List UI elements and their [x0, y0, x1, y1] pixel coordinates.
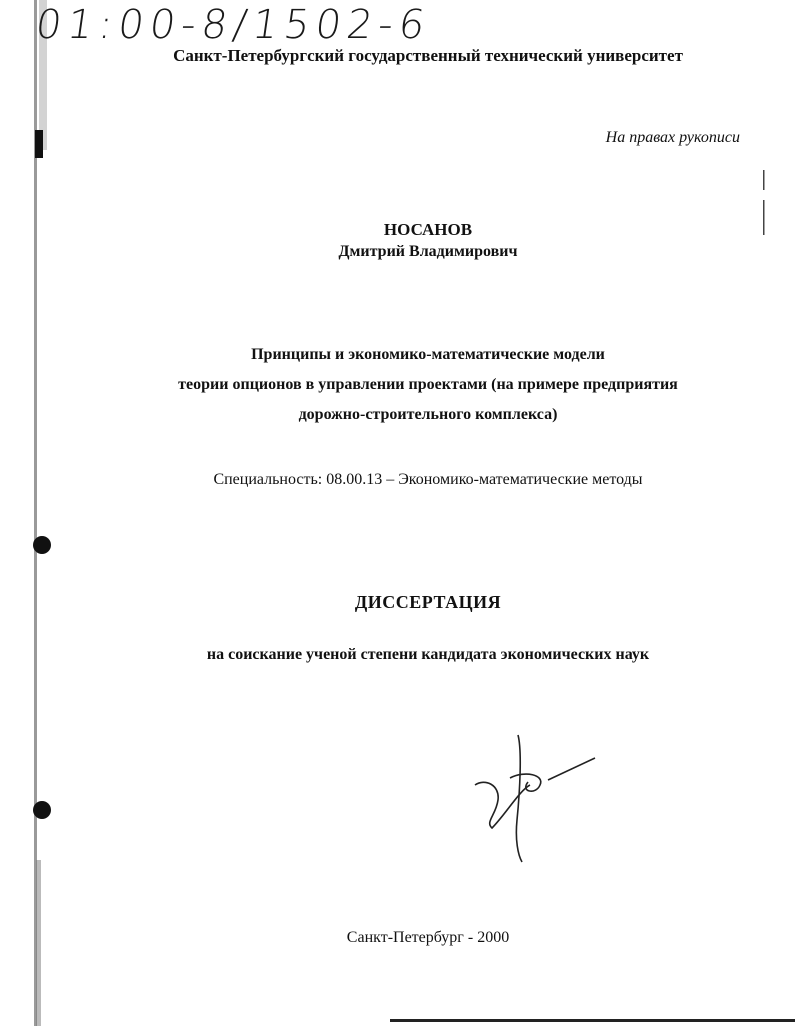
- degree-statement: на соискание ученой степени кандидата экономических наук: [206, 646, 650, 663]
- punch-hole: [33, 801, 51, 819]
- signature-stroke: [475, 782, 530, 828]
- author-block: [0, 219, 795, 263]
- signature-stroke: [510, 774, 541, 791]
- scan-bottom-edge: [390, 1019, 795, 1022]
- author-name: Дмитрий Владимирович: [338, 243, 518, 260]
- signature-stroke: [548, 758, 595, 780]
- title-line: Принципы и экономико-математические модели: [251, 346, 605, 363]
- rights-note: На правах рукописи: [605, 129, 740, 146]
- signature: [470, 730, 600, 865]
- specialty: Специальность: 08.00.13 – Экономико-математические методы: [213, 471, 643, 488]
- margin-mark: [763, 170, 765, 190]
- scan-binding-edge: [30, 0, 56, 1026]
- title-line: дорожно-строительного комплекса): [298, 406, 558, 423]
- punch-hole: [33, 536, 51, 554]
- document-type: ДИССЕРТАЦИЯ: [354, 592, 502, 612]
- university-name: Санкт-Петербургский государственный технический университет: [173, 46, 683, 65]
- place-and-year: Санкт-Петербург - 2000: [346, 929, 510, 946]
- author-surname: НОСАНОВ: [383, 220, 473, 239]
- archive-code-handwritten: 01:00-8/1502-6: [32, 2, 434, 48]
- dissertation-title: [0, 340, 795, 430]
- binding-mark: [35, 130, 43, 158]
- title-line: теории опционов в управлении проектами (на примере предприятия: [178, 376, 678, 393]
